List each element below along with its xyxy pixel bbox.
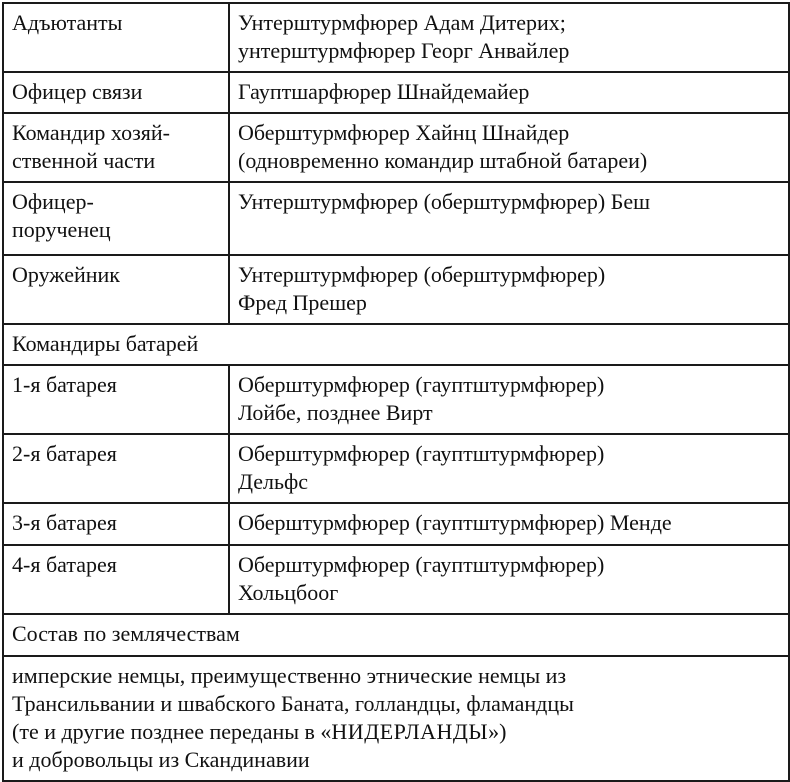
table-row bbox=[3, 3, 789, 72]
row-value-cell bbox=[229, 182, 789, 255]
section-heading-batteries: Командиры батарей bbox=[3, 324, 789, 365]
battery-commander-line: Лойбе, позднее Вирт bbox=[238, 400, 433, 425]
row-label-cell bbox=[3, 113, 229, 182]
origin-line: Трансильвании и швабского Баната, голландцы, фламандцы bbox=[12, 691, 574, 716]
battery-commander-cell bbox=[229, 434, 789, 503]
row-value-line: Оберштурмфюрер Хайнц Шнайдер bbox=[238, 120, 570, 145]
row-value-line: Фред Прешер bbox=[238, 290, 367, 315]
battery-label: 2-я батарея bbox=[3, 434, 229, 503]
table-row bbox=[3, 656, 789, 781]
row-label-line: порученец bbox=[12, 217, 111, 242]
table-row bbox=[3, 255, 789, 324]
row-label: Адъютанты bbox=[12, 10, 123, 35]
origin-line: и добровольцы из Скандинавии bbox=[12, 747, 310, 772]
table-row bbox=[3, 545, 789, 614]
section-row bbox=[3, 324, 789, 365]
row-value-cell bbox=[229, 72, 789, 113]
origin-caps-term: НИДЕРЛАНДЫ bbox=[331, 719, 489, 744]
row-label: Оружейник bbox=[12, 262, 120, 287]
row-label-cell bbox=[3, 3, 229, 72]
origin-text-cell bbox=[3, 656, 789, 781]
row-value-line: Гауптшарфюрер Шнайдемайер bbox=[238, 79, 530, 104]
row-label-cell bbox=[3, 72, 229, 113]
section-heading-origin: Состав по землячествам bbox=[3, 614, 789, 656]
table-row bbox=[3, 113, 789, 182]
battery-commander-line: Оберштурмфюрер (гауптштурмфюрер) bbox=[238, 441, 605, 466]
row-value-cell bbox=[229, 3, 789, 72]
origin-line: имперские немцы, преимущественно этнические немцы из bbox=[12, 663, 567, 688]
battery-commander-line: Оберштурмфюрер (гауптштурмфюрер) Менде bbox=[238, 510, 672, 535]
staff-table bbox=[2, 2, 790, 782]
table-row bbox=[3, 182, 789, 255]
table-row bbox=[3, 434, 789, 503]
origin-line bbox=[12, 718, 780, 746]
row-label-line: Офицер- bbox=[12, 189, 94, 214]
row-value-cell bbox=[229, 113, 789, 182]
origin-text-before: (те и другие позднее переданы в « bbox=[12, 719, 332, 744]
section-row bbox=[3, 614, 789, 656]
battery-commander-line: Оберштурмфюрер (гауптштурмфюрер) bbox=[238, 552, 605, 577]
battery-commander-line: Хольцбоог bbox=[238, 580, 339, 605]
battery-commander-line: Оберштурмфюрер (гауптштурмфюрер) bbox=[238, 372, 605, 397]
battery-commander-line: Дельфс bbox=[238, 469, 309, 494]
row-value-line: Унтерштурмфюрер Адам Дитерих; bbox=[238, 10, 566, 35]
row-value-line: Унтерштурмфюрер (оберштурмфюрер) Беш bbox=[238, 189, 651, 214]
battery-label: 1-я батарея bbox=[3, 365, 229, 434]
row-value-line: Унтерштурмфюрер (оберштурмфюрер) bbox=[238, 262, 606, 287]
battery-commander-cell bbox=[229, 365, 789, 434]
row-value-cell bbox=[229, 255, 789, 324]
row-label-line: Командир хозяй- bbox=[12, 120, 171, 145]
row-label: Офицер связи bbox=[12, 79, 143, 104]
row-value-line: (одновременно командир штабной батареи) bbox=[238, 148, 648, 173]
row-label-cell bbox=[3, 255, 229, 324]
battery-label: 4-я батарея bbox=[3, 545, 229, 614]
battery-commander-cell bbox=[229, 503, 789, 545]
table-row bbox=[3, 72, 789, 113]
table-row bbox=[3, 503, 789, 545]
row-label-cell bbox=[3, 182, 229, 255]
battery-commander-cell bbox=[229, 545, 789, 614]
row-label-line: ственной части bbox=[12, 148, 156, 173]
table-row bbox=[3, 365, 789, 434]
origin-text-after: ») bbox=[488, 719, 507, 744]
battery-label: 3-я батарея bbox=[3, 503, 229, 545]
row-value-line: унтерштурмфюрер Георг Анвайлер bbox=[238, 38, 570, 63]
